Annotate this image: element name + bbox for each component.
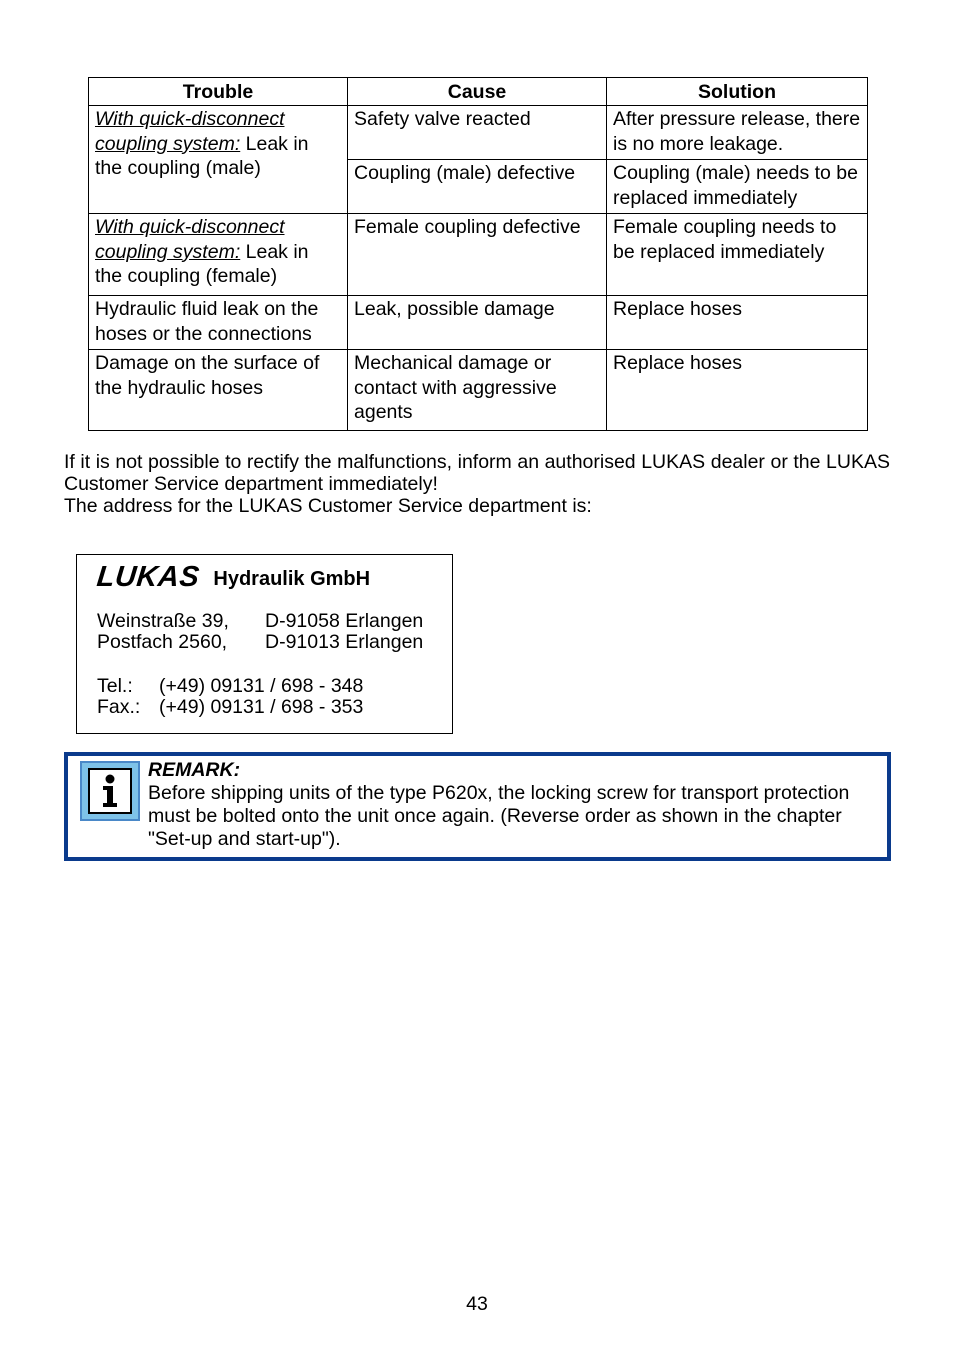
solution-cell: Replace hoses xyxy=(607,296,868,350)
trouble-qualifier: With quick-disconnect xyxy=(95,108,285,130)
table-row xyxy=(89,350,868,431)
cause-cell: Coupling (male) defective xyxy=(348,160,607,214)
info-icon xyxy=(80,761,140,821)
trouble-cell: Hydraulic fluid leak on the hoses or the connections xyxy=(89,296,348,350)
header-solution: Solution xyxy=(607,78,868,106)
fax: Fax.: (+49) 09131 / 698 - 353 xyxy=(97,696,364,718)
trouble-qualifier: coupling system: xyxy=(95,132,241,155)
telephone: Tel.: (+49) 09131 / 698 - 348 xyxy=(97,675,364,697)
troubleshooting-table xyxy=(88,77,868,431)
solution-cell: Replace hoses xyxy=(607,350,868,431)
solution-cell: Female coupling needs to be replaced immediately xyxy=(607,214,868,296)
trouble-cell: Damage on the surface of the hydraulic hoses xyxy=(89,350,348,431)
page-number: 43 xyxy=(466,1293,488,1315)
trouble-text: Leak in the coupling (male) xyxy=(95,132,309,179)
table-header-row xyxy=(89,78,868,106)
remark-box xyxy=(64,752,891,861)
malfunction-notice: If it is not possible to rectify the malfunctions, inform an authorised LUKAS dealer or the LUKAS Customer Service department immediately! xyxy=(64,451,890,495)
solution-cell: After pressure release, there is no more leakage. xyxy=(607,106,868,160)
cause-cell: Leak, possible damage xyxy=(348,296,607,350)
street-address: Weinstraße 39, D-91058 Erlangen xyxy=(97,610,424,632)
header-trouble: Trouble xyxy=(89,78,348,106)
cause-cell: Female coupling defective xyxy=(348,214,607,296)
contact-instructions xyxy=(64,451,890,517)
trouble-cell xyxy=(89,214,348,296)
remark-title: REMARK: xyxy=(148,759,241,781)
trouble-qualifier: coupling system: xyxy=(95,240,241,263)
trouble-cell xyxy=(89,106,348,214)
trouble-qualifier: With quick-disconnect xyxy=(95,216,285,238)
remark-content xyxy=(148,759,883,851)
remark-body: Before shipping units of the type P620x, the locking screw for transport protection must be bolted onto the unit once again. (Reverse order as shown in the chapter "Set-up and start-up"). xyxy=(148,782,850,850)
info-glyph xyxy=(98,773,122,809)
header-cause: Cause xyxy=(348,78,607,106)
pobox-address: Postfach 2560, D-91013 Erlangen xyxy=(97,631,424,653)
lukas-logo: LUKAS xyxy=(95,561,202,593)
table-row xyxy=(89,106,868,160)
address-header xyxy=(97,559,370,595)
solution-cell: Coupling (male) needs to be replaced immediately xyxy=(607,160,868,214)
trouble-text: Leak in the coupling (female) xyxy=(95,240,309,287)
company-name: Hydraulik GmbH xyxy=(213,568,371,590)
cause-cell: Safety valve reacted xyxy=(348,106,607,160)
table-row xyxy=(89,296,868,350)
address-box xyxy=(76,554,453,734)
cause-cell: Mechanical damage or contact with aggressive agents xyxy=(348,350,607,431)
address-intro: The address for the LUKAS Customer Service department is: xyxy=(64,495,592,517)
table-row xyxy=(89,214,868,296)
